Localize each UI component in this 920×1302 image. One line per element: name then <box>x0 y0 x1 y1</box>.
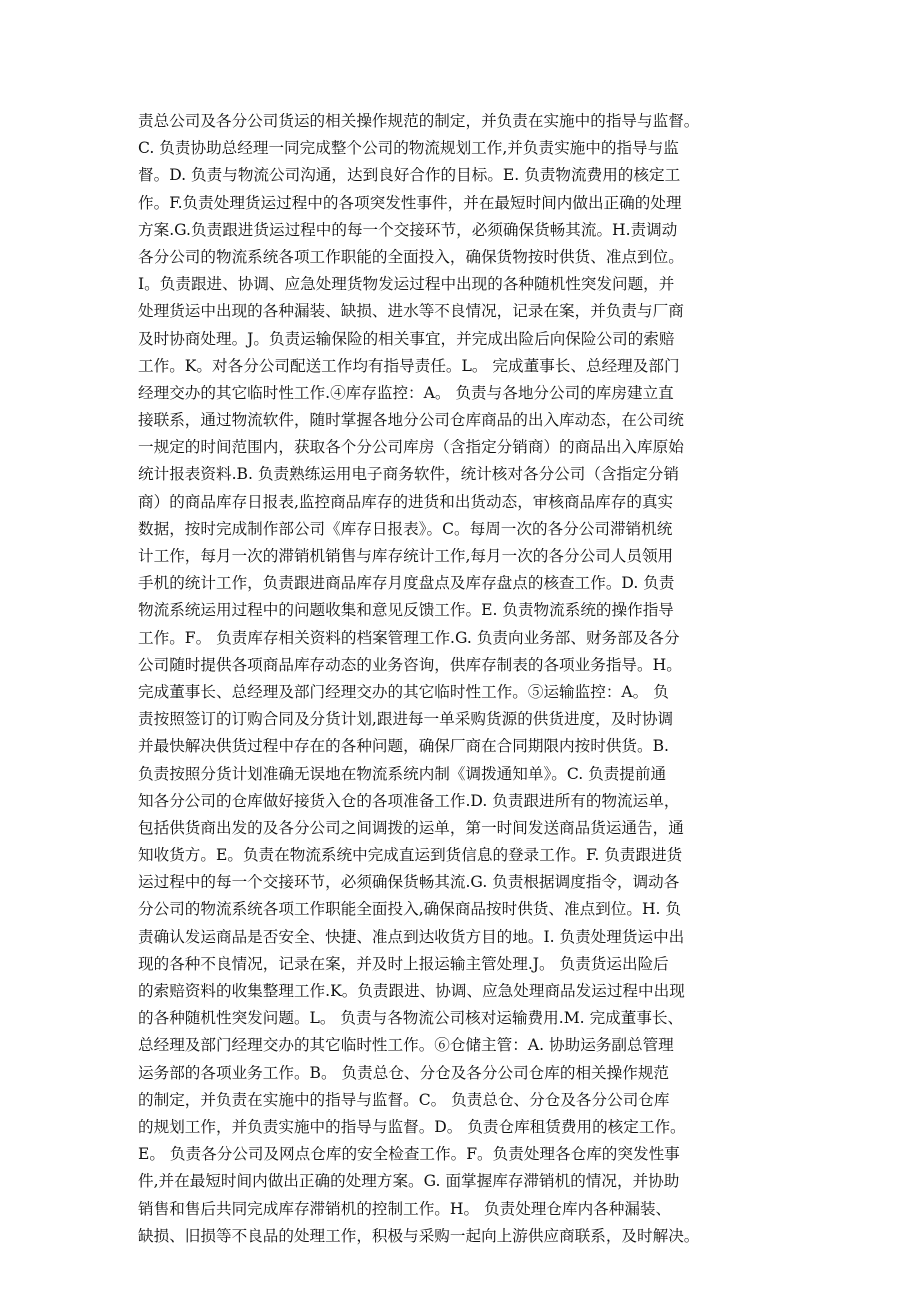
text-line: 的制定，并负责在实施中的指导与监督。C。 负责总仓、分仓及各分公司仓库 <box>138 1090 670 1109</box>
text-line: 方案.G.负责跟进货运过程中的每一个交接环节，必须确保货畅其流。H.责调动 <box>138 220 678 239</box>
text-line: 一规定的时间范围内，获取各个分公司库房（含指定分销商）的商品出入库原始 <box>138 438 684 457</box>
text-line: 负责按照分货计划准确无误地在物流系统内制《调拨通知单》。C. 负责提前通 <box>138 764 667 783</box>
text-line: 知各分公司的仓库做好接货入仓的各项准备工作.D. 负责跟进所有的物流运单， <box>138 791 680 810</box>
text-line: 责按照签订的订购合同及分货计划,跟进每一单采购货源的供货进度，及时协调 <box>138 710 674 729</box>
text-line: 商）的商品库存日报表,监控商品库存的进货和出货动态，审核商品库存的真实 <box>138 492 674 511</box>
text-line: 缺损、旧损等不良品的处理工作，积极与采购一起向上游供应商联系，及时解决。 <box>138 1226 700 1245</box>
text-line: I。负责跟进、协调、应急处理货物发运过程中出现的各种随机性突发问题，并 <box>138 275 675 294</box>
text-line: 完成董事长、总经理及部门经理交办的其它临时性工作。⑤运输监控：A。 负 <box>138 682 669 701</box>
text-line: 现的各种不良情况，记录在案，并及时上报运输主管处理.J。 负责货运出险后 <box>138 954 669 973</box>
text-line: 销售和售后共同完成库存滞销机的控制工作。H。 负责处理仓库内各种漏装、 <box>138 1199 672 1218</box>
text-line: 并最快解决供货过程中存在的各种问题，确保厂商在合同期限内按时供货。B. <box>138 737 670 756</box>
text-line: 接联系，通过物流软件，随时掌握各地分公司仓库商品的出入库动态，在公司统 <box>138 411 684 430</box>
text-line: 责确认发运商品是否安全、快捷、准点到达收货方目的地。I. 负责处理货运中出 <box>138 927 685 946</box>
text-line: 各分公司的物流系统各项工作职能的全面投入，确保货物按时供货、准点到位。 <box>138 247 684 266</box>
text-line: 手机的统计工作，负责跟进商品库存月度盘点及库存盘点的核查工作。D. 负责 <box>138 574 675 593</box>
text-line: 及时协商处理。J。负责运输保险的相关事宜，并完成出险后向保险公司的索赔 <box>138 329 675 348</box>
text-line: 总经理及部门经理交办的其它临时性工作。⑥仓储主管：A. 协助运务副总管理 <box>138 1036 674 1055</box>
text-line: 运过程中的每一个交接环节，必须确保货畅其流.G. 负责根据调度指令，调动各 <box>138 873 680 892</box>
text-line: 的各种随机性突发问题。L。 负责与各物流公司核对运输费用.M. 完成董事长、 <box>138 1009 684 1028</box>
text-line: 作。F.负责处理货运过程中的各项突发性事件，并在最短时间内做出正确的处理 <box>138 193 682 212</box>
text-line: 件,并在最短时间内做出正确的处理方案。G. 面掌握库存滞销机的情况，并协助 <box>138 1172 680 1191</box>
text-line: 运务部的各项业务工作。B。 负责总仓、分仓及各分公司仓库的相关操作规范 <box>138 1063 670 1082</box>
text-line: 包括供货商出发的及各分公司之间调拨的运单，第一时间发送商品货运通告，通 <box>138 818 684 837</box>
text-line: 处理货运中出现的各种漏装、缺损、进水等不良情况，记录在案，并负责与厂商 <box>138 302 684 321</box>
text-line: 的规划工作，并负责实施中的指导与监督。D。 负责仓库租赁费用的核定工作。 <box>138 1117 686 1136</box>
text-line: 计工作，每月一次的滞销机销售与库存统计工作,每月一次的各分公司人员领用 <box>138 547 674 565</box>
text-line: 分公司的物流系统各项工作职能全面投入,确保商品按时供货、准点到位。H. 负 <box>138 900 682 919</box>
text-line: C. 负责协助总经理一同完成整个公司的物流规划工作,并负责实施中的指导与监 <box>138 139 679 158</box>
text-line: 物流系统运用过程中的问题收集和意见反馈工作。E. 负责物流系统的操作指导 <box>138 601 674 620</box>
text-line: 工作。K。对各分公司配送工作均有指导责任。L。 完成董事长、总经理及部门 <box>138 356 680 375</box>
text-line: 工作。F。 负责库存相关资料的档案管理工作.G. 负责向业务部、财务部及各分 <box>138 628 680 647</box>
text-line: 公司随时提供各项商品库存动态的业务咨询，供库存制表的各项业务指导。H。 <box>138 655 682 674</box>
text-line: 经理交办的其它临时性工作.④库存监控：A。 负责与各地分公司的库房建立直 <box>138 383 674 402</box>
text-line: E。 负责各分公司及网点仓库的安全检查工作。F。负责处理各仓库的突发性事 <box>138 1145 680 1164</box>
text-line: 统计报表资料.B. 负责熟练运用电子商务软件，统计核对各分公司（含指定分销 <box>138 465 679 484</box>
text-line: 责总公司及各分公司货运的相关操作规范的制定，并负责在实施中的指导与监督。 <box>138 112 700 130</box>
text-line: 的索赔资料的收集整理工作.K。负责跟进、协调、应急处理商品发运过程中出现 <box>138 982 685 1000</box>
text-line: 知收货方。E。负责在物流系统中完成直运到货信息的登录工作。F. 负责跟进货 <box>138 846 683 865</box>
text-line: 督。D. 负责与物流公司沟通，达到良好合作的目标。E. 负责物流费用的核定工 <box>138 166 681 185</box>
text-line: 数据，按时完成制作部公司《库存日报表》。C。每周一次的各分公司滞销机统 <box>138 519 673 538</box>
